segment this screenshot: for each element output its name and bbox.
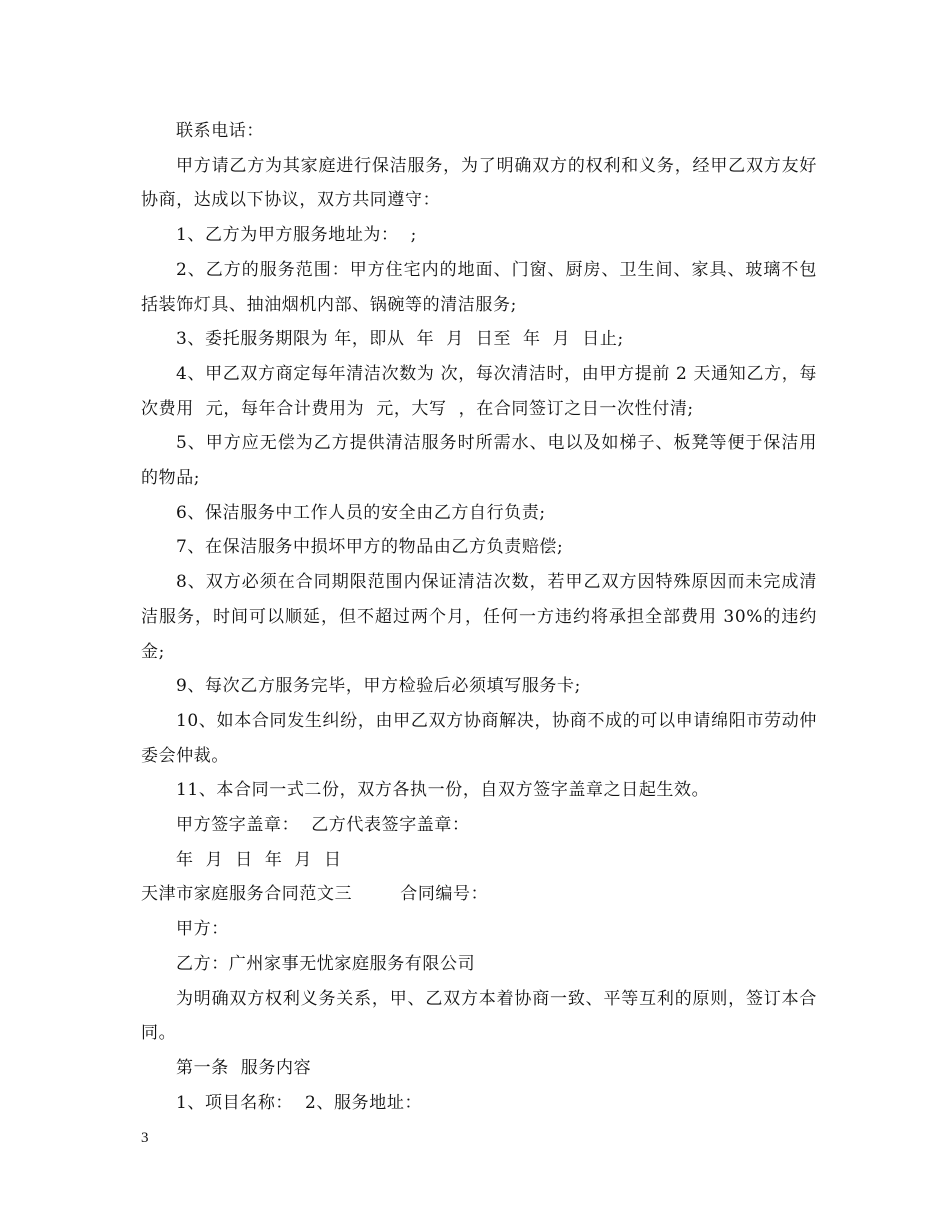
- paragraph: 为明确双方权利义务关系，甲、乙双方本着协商一致、平等互利的原则，签订本合同。: [141, 988, 817, 1044]
- page-number: 3: [141, 1130, 149, 1146]
- paragraph: 8、双方必须在合同期限范围内保证清洁次数，若甲乙双方因特殊原因而未完成清洁服务，时间可以顺延，但不超过两个月，任何一方违约将承担全部费用 30%的违约金;: [141, 572, 817, 662]
- paragraph: 9、每次乙方服务完毕，甲方检验后必须填写服务卡;: [176, 676, 581, 697]
- paragraph: 6、保洁服务中工作人员的安全由乙方自行负责;: [176, 502, 546, 523]
- paragraph: 甲方请乙方为其家庭进行保洁服务，为了明确双方的权利和义务，经甲乙双方友好协商，达成以下协议，双方共同遵守：: [141, 155, 817, 211]
- paragraph: 11、本合同一式二份，双方各执一份，自双方签字盖章之日起生效。: [176, 780, 710, 801]
- paragraph: 2、乙方的服务范围：甲方住宅内的地面、门窗、厨房、卫生间、家具、玻璃不包括装饰灯具、抽油烟机内部、锅碗等的清洁服务;: [141, 259, 817, 315]
- paragraph: 联系电话：: [176, 121, 264, 141]
- paragraph: 5、甲方应无偿为乙方提供清洁服务时所需水、电以及如梯子、板凳等便于保洁用的物品;: [141, 433, 817, 489]
- paragraph: 1、乙方为甲方服务地址为： ;: [176, 225, 417, 246]
- paragraph: 4、甲乙双方商定每年清洁次数为 次，每次清洁时，由甲方提前 2 天通知乙方，每次费用 元，每年合计费用为 元，大写 ，在合同签订之日一次性付清;: [141, 363, 817, 419]
- paragraph: 甲方签字盖章： 乙方代表签字盖章：: [176, 815, 470, 836]
- paragraph: 天津市家庭服务合同范文三 合同编号：: [141, 884, 489, 905]
- paragraph: 年 月 日 年 月 日: [176, 849, 342, 870]
- paragraph: 10、如本合同发生纠纷，由甲乙双方协商解决，协商不成的可以申请绵阳市劳动仲委会仲裁。: [141, 710, 817, 766]
- paragraph: 1、项目名称： 2、服务地址：: [176, 1092, 423, 1113]
- paragraph: 第一条 服务内容: [176, 1057, 312, 1078]
- paragraph: 甲方：: [176, 919, 229, 940]
- paragraph: 乙方：广州家事无忧家庭服务有限公司: [176, 953, 476, 974]
- document-body: [141, 114, 817, 1120]
- paragraph: 7、在保洁服务中损坏甲方的物品由乙方负责赔偿;: [176, 537, 564, 558]
- paragraph: 3、委托服务期限为 年，即从 年 月 日至 年 月 日止;: [176, 329, 624, 350]
